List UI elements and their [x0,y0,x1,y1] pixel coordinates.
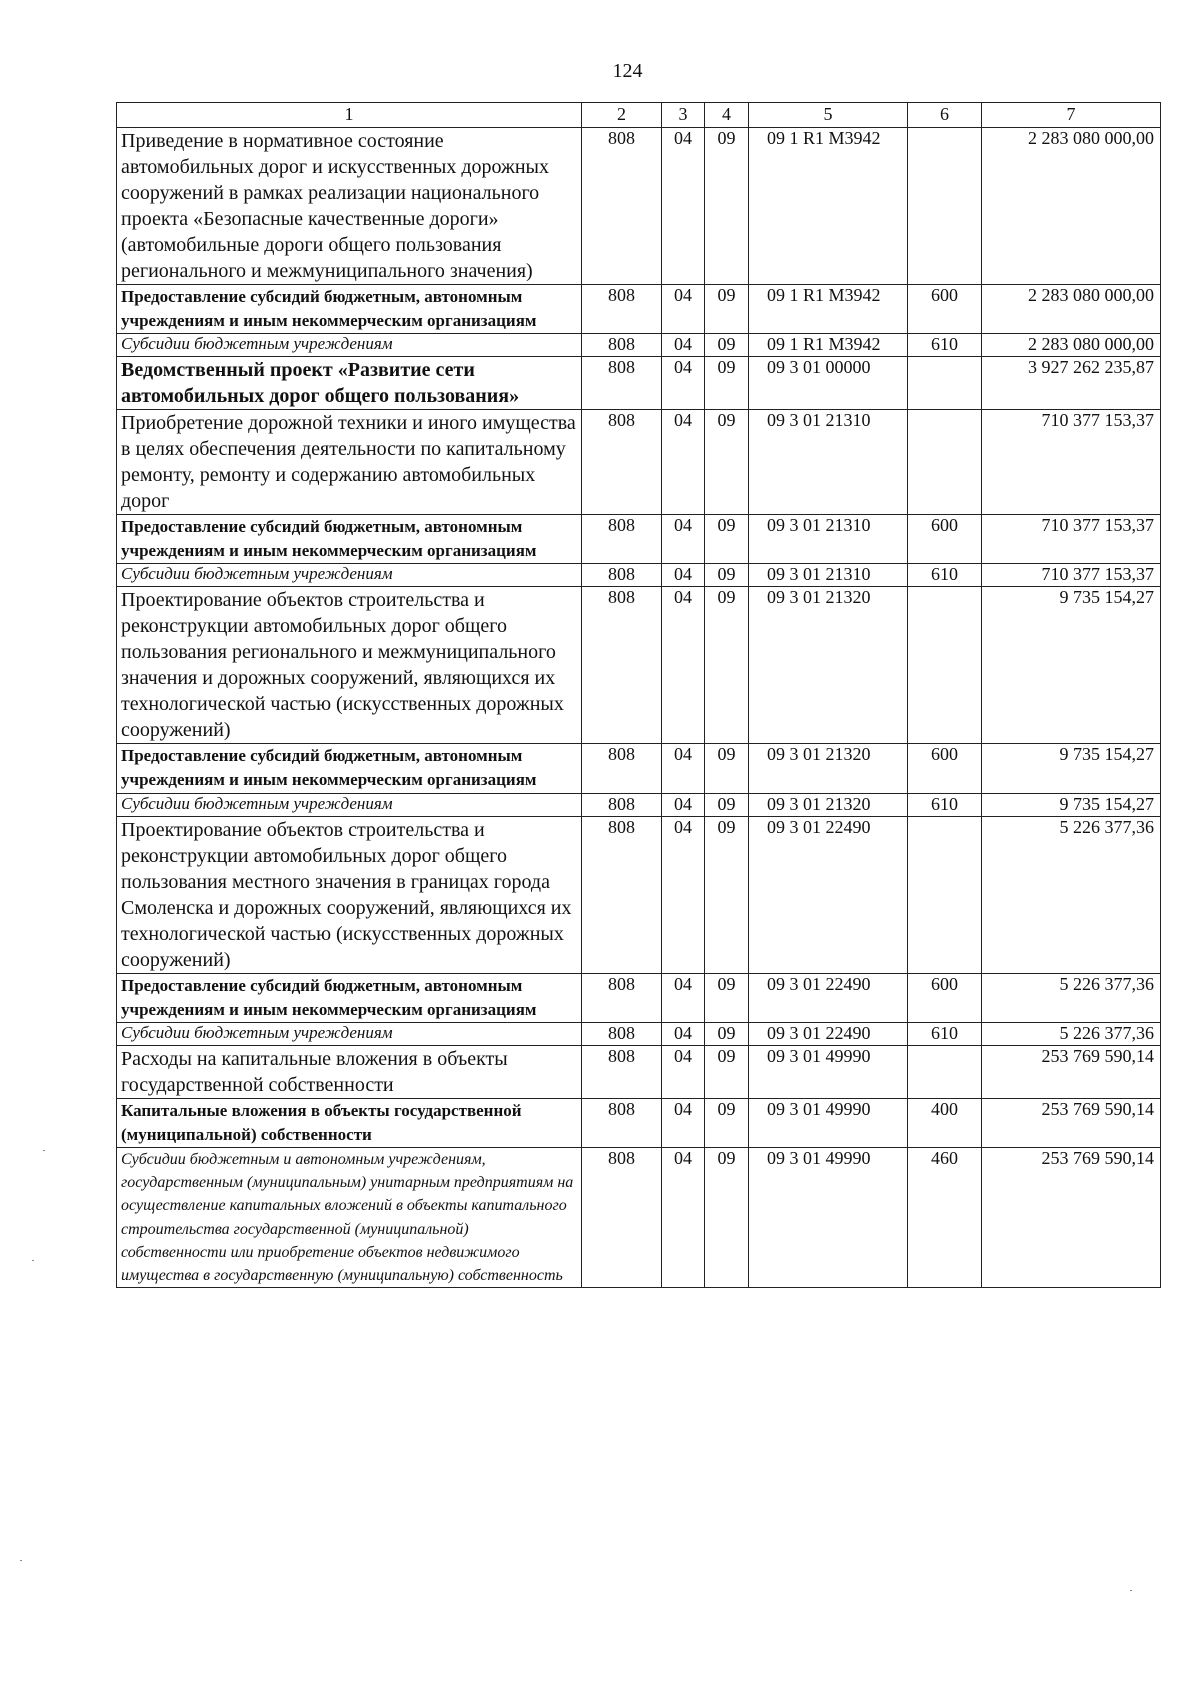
subsection-cell: 09 [705,515,749,564]
subsection-cell: 09 [705,564,749,587]
amount-cell: 710 377 153,37 [982,515,1161,564]
section-cell: 04 [662,587,705,744]
subsection-cell: 09 [705,284,749,333]
target-article-cell: 09 1 R1 M3942 [749,284,908,333]
row-name-cell: Проектирование объектов строительства и реконструкции автомобильных дорог общего пользования регионального и межмуниципального значения и дорожных сооружений, являющихся их технологической частью (искусственных дорожных сооружений) [117,587,582,744]
expense-type-cell [908,357,982,410]
section-cell: 04 [662,284,705,333]
budget-table [116,102,1161,1288]
table-row [117,334,1161,357]
expense-type-cell: 610 [908,793,982,816]
subsection-cell: 09 [705,357,749,410]
admin-code-cell: 808 [582,564,662,587]
expense-type-cell [908,1045,982,1098]
expense-type-cell: 600 [908,744,982,793]
expense-type-cell: 610 [908,1022,982,1045]
admin-code-cell: 808 [582,973,662,1022]
table-row [117,1022,1161,1045]
amount-cell: 9 735 154,27 [982,744,1161,793]
subsection-cell: 09 [705,1022,749,1045]
subsection-cell: 09 [705,744,749,793]
amount-cell: 5 226 377,36 [982,1022,1161,1045]
scan-speck [1130,1590,1132,1591]
target-article-cell: 09 3 01 00000 [749,357,908,410]
subsection-cell: 09 [705,816,749,973]
admin-code-cell: 808 [582,1148,662,1288]
column-number-header: 3 [662,103,705,128]
expense-type-cell: 600 [908,973,982,1022]
amount-cell: 253 769 590,14 [982,1098,1161,1147]
column-number-header: 5 [749,103,908,128]
scan-speck [20,1560,22,1561]
amount-cell: 253 769 590,14 [982,1148,1161,1288]
row-name-cell: Приведение в нормативное состояние автомобильных дорог и искусственных дорожных сооружений в рамках реализации национального проекта «Безопасные качественные дороги» (автомобильные дороги общего пользования регионального и межмуниципального значения) [117,127,582,284]
expense-type-cell: 460 [908,1148,982,1288]
expense-type-cell [908,816,982,973]
subsection-cell: 09 [705,1098,749,1147]
amount-cell: 3 927 262 235,87 [982,357,1161,410]
column-number-header: 7 [982,103,1161,128]
table-row [117,816,1161,973]
subsection-cell: 09 [705,127,749,284]
page-number: 124 [612,60,643,82]
subsection-cell: 09 [705,334,749,357]
amount-cell: 9 735 154,27 [982,587,1161,744]
section-cell: 04 [662,1148,705,1288]
expense-type-cell: 400 [908,1098,982,1147]
row-name-cell: Субсидии бюджетным и автономным учреждениям, государственным (муниципальным) унитарным предприятиям на осуществление капитальных вложений в объекты капитального строительства государственной (муниципальной) собственности или приобретение объектов недвижимого имущества в государственную (муниципальную) собственность [117,1148,582,1288]
table-row [117,284,1161,333]
section-cell: 04 [662,1022,705,1045]
subsection-cell: 09 [705,1148,749,1288]
row-name-cell: Проектирование объектов строительства и реконструкции автомобильных дорог общего пользования местного значения в границах города Смоленска и дорожных сооружений, являющихся их технологической частью (искусственных дорожных сооружений) [117,816,582,973]
expense-type-cell: 600 [908,284,982,333]
subsection-cell: 09 [705,410,749,515]
section-cell: 04 [662,410,705,515]
column-number-header: 6 [908,103,982,128]
header-row [117,103,1161,128]
admin-code-cell: 808 [582,515,662,564]
subsection-cell: 09 [705,587,749,744]
admin-code-cell: 808 [582,1098,662,1147]
target-article-cell: 09 3 01 21310 [749,515,908,564]
expense-type-cell: 610 [908,564,982,587]
section-cell: 04 [662,816,705,973]
expense-type-cell [908,410,982,515]
section-cell: 04 [662,973,705,1022]
section-cell: 04 [662,357,705,410]
target-article-cell: 09 3 01 49990 [749,1045,908,1098]
table-row [117,1148,1161,1288]
subsection-cell: 09 [705,793,749,816]
table-row [117,564,1161,587]
row-name-cell: Субсидии бюджетным учреждениям [117,1022,582,1045]
table-row [117,515,1161,564]
target-article-cell: 09 1 R1 M3942 [749,127,908,284]
amount-cell: 5 226 377,36 [982,816,1161,973]
amount-cell: 2 283 080 000,00 [982,334,1161,357]
row-name-cell: Предоставление субсидий бюджетным, автономным учреждениям и иным некоммерческим организациям [117,284,582,333]
admin-code-cell: 808 [582,1022,662,1045]
target-article-cell: 09 3 01 49990 [749,1098,908,1147]
table-row [117,1045,1161,1098]
row-name-cell: Предоставление субсидий бюджетным, автономным учреждениям и иным некоммерческим организациям [117,973,582,1022]
row-name-cell: Приобретение дорожной техники и иного имущества в целях обеспечения деятельности по капитальному ремонту, ремонту и содержанию автомобильных дорог [117,410,582,515]
row-name-cell: Капитальные вложения в объекты государственной (муниципальной) собственности [117,1098,582,1147]
target-article-cell: 09 3 01 22490 [749,1022,908,1045]
column-number-header: 4 [705,103,749,128]
table-row [117,127,1161,284]
scan-speck [32,1260,34,1261]
amount-cell: 2 283 080 000,00 [982,127,1161,284]
subsection-cell: 09 [705,973,749,1022]
admin-code-cell: 808 [582,410,662,515]
row-name-cell: Предоставление субсидий бюджетным, автономным учреждениям и иным некоммерческим организациям [117,515,582,564]
column-number-header: 2 [582,103,662,128]
table-row [117,1098,1161,1147]
admin-code-cell: 808 [582,357,662,410]
expense-type-cell [908,127,982,284]
amount-cell: 5 226 377,36 [982,973,1161,1022]
table-row [117,973,1161,1022]
expense-type-cell: 600 [908,515,982,564]
table-row [117,744,1161,793]
section-cell: 04 [662,1045,705,1098]
table-row [117,793,1161,816]
section-cell: 04 [662,564,705,587]
expense-type-cell: 610 [908,334,982,357]
section-cell: 04 [662,127,705,284]
subsection-cell: 09 [705,1045,749,1098]
section-cell: 04 [662,515,705,564]
row-name-cell: Субсидии бюджетным учреждениям [117,334,582,357]
section-cell: 04 [662,793,705,816]
amount-cell: 710 377 153,37 [982,564,1161,587]
expense-type-cell [908,587,982,744]
row-name-cell: Предоставление субсидий бюджетным, автономным учреждениям и иным некоммерческим организациям [117,744,582,793]
target-article-cell: 09 1 R1 M3942 [749,334,908,357]
section-cell: 04 [662,1098,705,1147]
row-name-cell: Ведомственный проект «Развитие сети автомобильных дорог общего пользования» [117,357,582,410]
section-cell: 04 [662,744,705,793]
target-article-cell: 09 3 01 22490 [749,973,908,1022]
target-article-cell: 09 3 01 21320 [749,587,908,744]
table-row [117,410,1161,515]
scan-speck [43,1150,45,1151]
amount-cell: 2 283 080 000,00 [982,284,1161,333]
amount-cell: 253 769 590,14 [982,1045,1161,1098]
section-cell: 04 [662,334,705,357]
amount-cell: 710 377 153,37 [982,410,1161,515]
target-article-cell: 09 3 01 49990 [749,1148,908,1288]
admin-code-cell: 808 [582,816,662,973]
target-article-cell: 09 3 01 21310 [749,564,908,587]
row-name-cell: Субсидии бюджетным учреждениям [117,793,582,816]
admin-code-cell: 808 [582,1045,662,1098]
amount-cell: 9 735 154,27 [982,793,1161,816]
target-article-cell: 09 3 01 21320 [749,793,908,816]
target-article-cell: 09 3 01 21310 [749,410,908,515]
target-article-cell: 09 3 01 21320 [749,744,908,793]
admin-code-cell: 808 [582,744,662,793]
admin-code-cell: 808 [582,587,662,744]
table-row [117,357,1161,410]
column-number-header: 1 [117,103,582,128]
table-row [117,587,1161,744]
row-name-cell: Расходы на капитальные вложения в объекты государственной собственности [117,1045,582,1098]
target-article-cell: 09 3 01 22490 [749,816,908,973]
admin-code-cell: 808 [582,334,662,357]
admin-code-cell: 808 [582,127,662,284]
row-name-cell: Субсидии бюджетным учреждениям [117,564,582,587]
admin-code-cell: 808 [582,793,662,816]
admin-code-cell: 808 [582,284,662,333]
